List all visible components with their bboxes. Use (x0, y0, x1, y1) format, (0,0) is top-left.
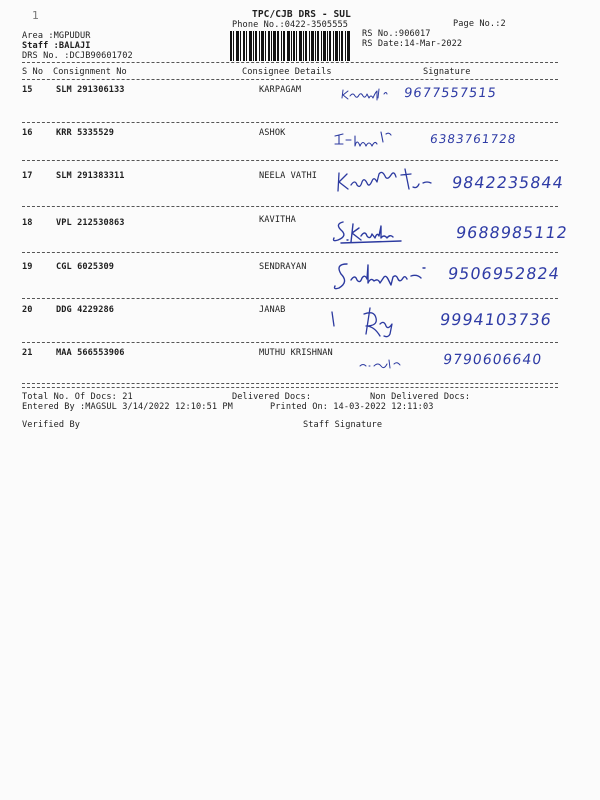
table-bottom-rule (22, 387, 558, 388)
row-signature-phone: 9842235844 (450, 173, 566, 192)
row-sno: 17 (22, 171, 33, 181)
row-consignment: KRR 5335529 (56, 128, 115, 138)
row-sno: 15 (22, 85, 33, 95)
non-delivered-docs: Non Delivered Docs: (370, 392, 471, 402)
row-consignment: CGL 6025309 (56, 262, 115, 272)
row-separator (22, 342, 558, 343)
row-sno: 19 (22, 262, 33, 272)
row-signature-handwritten (333, 128, 423, 150)
row-consignee: KARPAGAM (259, 85, 302, 95)
row-signature-phone: 9677557515 (402, 86, 498, 101)
page-mark: 1 (32, 9, 39, 22)
total-docs: Total No. Of Docs: 21 (22, 392, 133, 402)
table-bottom-rule (22, 383, 558, 384)
row-consignee: KAVITHA (259, 215, 296, 225)
area-label: Area :MGPUDUR (22, 31, 91, 41)
row-signature-phone: 9994103736 (438, 310, 554, 329)
page-number: Page No.:2 (453, 19, 506, 29)
row-consignee: SENDRAYAN (259, 262, 307, 272)
row-consignment: DDG 4229286 (56, 305, 115, 315)
row-sno: 16 (22, 128, 33, 138)
delivered-docs: Delivered Docs: (232, 392, 312, 402)
row-separator (22, 206, 558, 207)
row-consignment: SLM 291383311 (56, 171, 125, 181)
col-header-consignee: Consignee Details (242, 67, 332, 77)
col-header-consignment: Consignment No (53, 67, 127, 77)
col-header-sno: S No (22, 67, 44, 77)
row-signature-phone: 9688985112 (454, 223, 570, 242)
row-signature-handwritten (333, 216, 405, 248)
row-signature-handwritten (335, 165, 445, 195)
verified-by-label: Verified By (22, 420, 81, 430)
entered-by: Entered By :MAGSUL 3/14/2022 12:10:51 PM (22, 402, 233, 412)
row-consignee: ASHOK (259, 128, 286, 138)
row-signature-phone: 9506952824 (446, 264, 562, 283)
row-consignment: MAA 566553906 (56, 348, 125, 358)
barcode (230, 31, 350, 61)
row-sno: 18 (22, 218, 33, 228)
printed-on: Printed On: 14-03-2022 12:11:03 (270, 402, 434, 412)
row-sno: 21 (22, 348, 33, 358)
col-header-signature: Signature (423, 67, 471, 77)
row-sno: 20 (22, 305, 33, 315)
row-signature-handwritten (333, 258, 445, 294)
staff-signature-label: Staff Signature (303, 420, 383, 430)
row-consignment: SLM 291306133 (56, 85, 125, 95)
header-bottom-rule (22, 79, 558, 80)
row-signature-handwritten (340, 86, 400, 104)
rs-number: RS No.:906017 (362, 29, 431, 39)
row-signature-phone: 9790606640 (441, 352, 544, 368)
row-consignee: JANAB (259, 305, 286, 315)
report-title: TPC/CJB DRS - SUL (252, 9, 351, 20)
row-signature-handwritten (326, 304, 398, 340)
row-separator (22, 160, 558, 161)
row-consignee: MUTHU KRISHNAN (259, 348, 333, 358)
phone-number: Phone No.:0422-3505555 (232, 20, 349, 30)
header-top-rule (22, 62, 558, 63)
row-separator (22, 298, 558, 299)
staff-label: Staff :BALAJI (22, 41, 91, 51)
row-consignee: NEELA VATHI (259, 171, 318, 181)
rs-date: RS Date:14-Mar-2022 (362, 39, 463, 49)
row-signature-handwritten (358, 356, 408, 372)
row-consignment: VPL 212530863 (56, 218, 125, 228)
row-separator (22, 252, 558, 253)
drs-number: DRS No. :DCJB90601702 (22, 51, 133, 61)
row-signature-phone: 6383761728 (429, 132, 518, 146)
row-separator (22, 122, 558, 123)
